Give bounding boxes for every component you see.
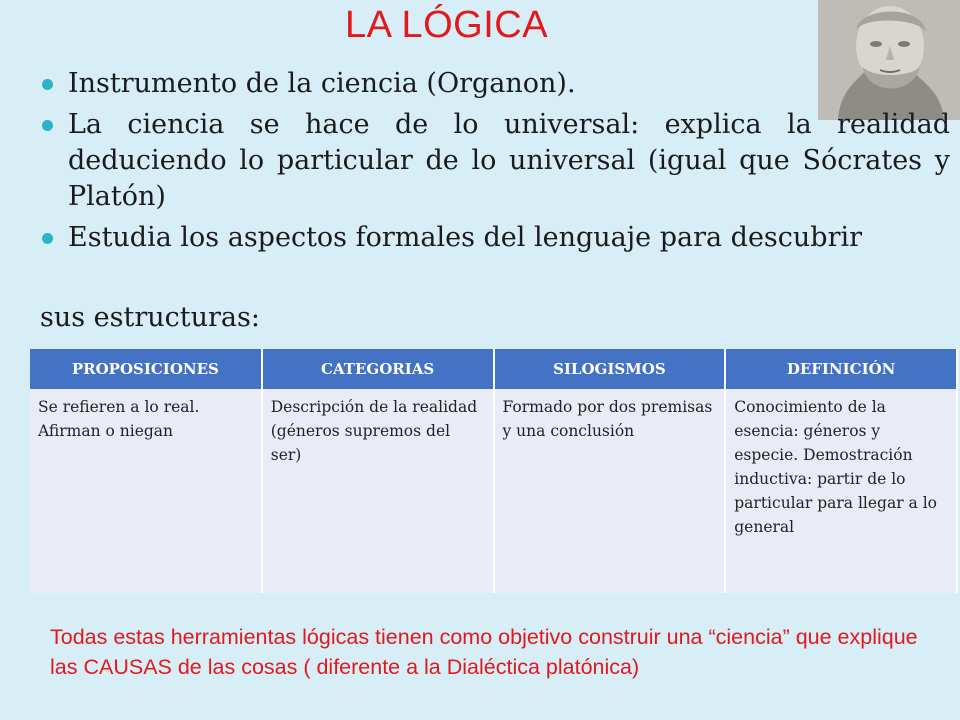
bullet-list (38, 66, 950, 261)
bullet-item (38, 66, 950, 102)
table-cell: Descripción de la realidad (géneros supremos del ser) (262, 389, 494, 593)
table-cell: Se refieren a lo real. Afirman o niegan (30, 389, 262, 593)
column-header: PROPOSICIONES (30, 349, 262, 389)
bullet-text: La ciencia se hace de lo universal: explica la realidad deduciendo lo particular de lo universal (igual que Sócrates y Platón) (68, 109, 950, 212)
bullet-text: Estudia los aspectos formales del lenguaje para descubrir (68, 222, 863, 253)
table-header-row (30, 349, 957, 389)
bullet-dot-icon (42, 79, 53, 90)
column-header: CATEGORIAS (262, 349, 494, 389)
table-cell: Conocimiento de la esencia: géneros y especie. Demostración inductiva: partir de lo particular para llegar a lo general (725, 389, 957, 593)
column-header: SILOGISMOS (494, 349, 726, 389)
footnote-text: Todas estas herramientas lógicas tienen como objetivo construir una “ciencia” que explique las CAUSAS de las cosas ( diferente a la Dialéctica platónica) (50, 625, 918, 679)
bullet-continuation: sus estructuras: (40, 302, 260, 333)
bullet-dot-icon (42, 233, 53, 244)
column-header: DEFINICIÓN (725, 349, 957, 389)
bullet-dot-icon (42, 120, 53, 131)
bullet-text: Instrumento de la ciencia (Organon). (68, 68, 576, 99)
bullet-item (38, 220, 950, 256)
bullet-item (38, 107, 950, 215)
page-title: LA LÓGICA (345, 4, 549, 46)
table-row (30, 389, 957, 593)
table-cell: Formado por dos premisas y una conclusión (494, 389, 726, 593)
logic-table (30, 349, 958, 593)
